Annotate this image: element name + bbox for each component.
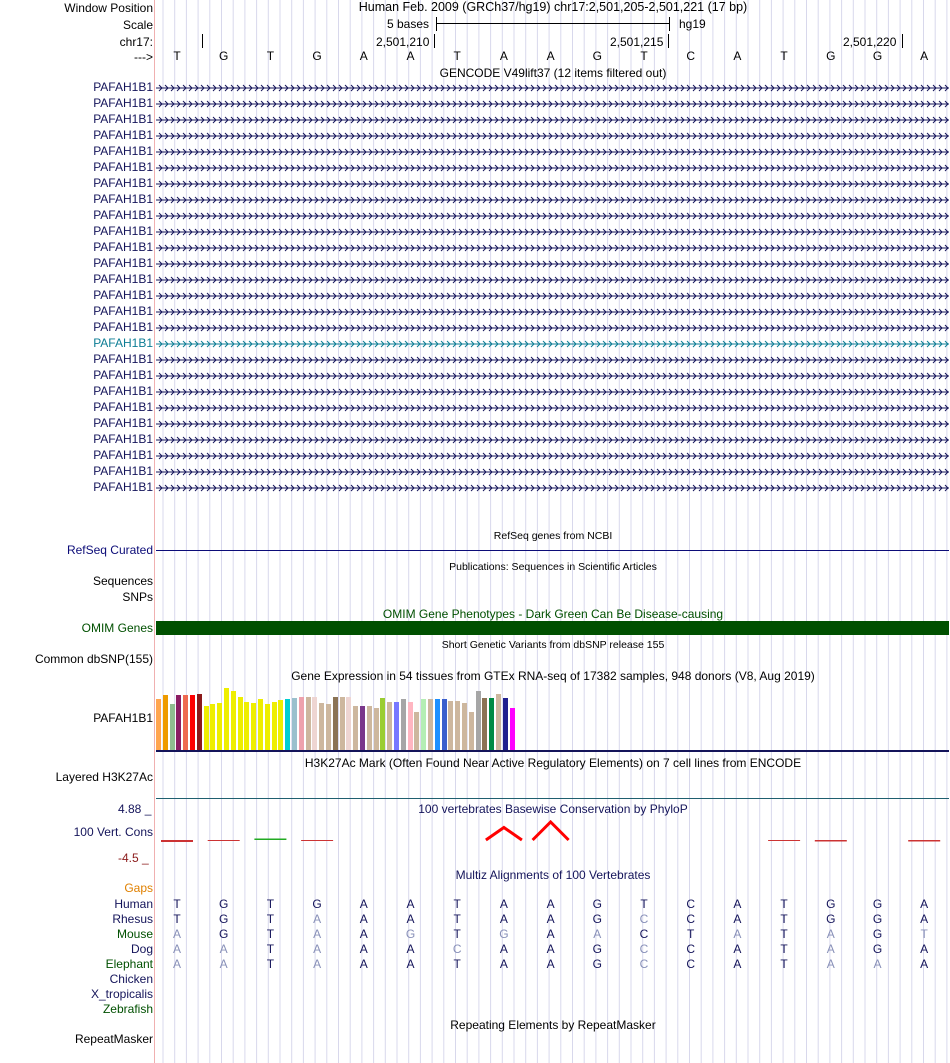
multiz-base: T bbox=[780, 897, 788, 911]
multiz-base: A bbox=[499, 897, 508, 911]
multiz-base: C bbox=[686, 897, 696, 911]
gtex-tissue-bar[interactable] bbox=[272, 702, 277, 750]
multiz-base: A bbox=[499, 942, 508, 956]
gencode-transcript-line[interactable] bbox=[156, 336, 949, 352]
multiz-base: T bbox=[266, 897, 275, 911]
strand-arrow-label[interactable]: ---> bbox=[134, 50, 153, 64]
phylop-negative-bar bbox=[161, 840, 193, 842]
gtex-tissue-bar[interactable] bbox=[244, 702, 249, 750]
h3k27ac-baseline bbox=[156, 798, 949, 799]
gencode-transcript-line[interactable] bbox=[156, 80, 949, 96]
gtex-expression-chart[interactable] bbox=[156, 685, 556, 750]
gtex-tissue-bar[interactable] bbox=[299, 697, 304, 750]
ruler-tick bbox=[202, 34, 203, 48]
sequence-base: G bbox=[312, 49, 322, 63]
gencode-gene-label[interactable]: PAFAH1B1 bbox=[93, 368, 153, 382]
gencode-transcript-line[interactable] bbox=[156, 464, 949, 480]
multiz-species-label[interactable]: Rhesus bbox=[112, 912, 153, 926]
ruler-tick-label: 2,501,220 bbox=[843, 35, 897, 49]
gtex-tissue-bar[interactable] bbox=[210, 704, 215, 750]
repeatmasker-label[interactable]: RepeatMasker bbox=[74, 1032, 153, 1046]
gtex-tissue-bar[interactable] bbox=[482, 698, 487, 750]
gtex-tissue-bar[interactable] bbox=[387, 702, 392, 750]
multiz-base: C bbox=[639, 957, 649, 971]
gencode-gene-label[interactable]: PAFAH1B1 bbox=[93, 208, 153, 222]
multiz-base: A bbox=[313, 957, 322, 971]
phylop-max-label: 4.88 _ bbox=[118, 802, 152, 816]
multiz-base: T bbox=[453, 912, 461, 926]
gtex-tissue-bar[interactable] bbox=[510, 708, 515, 750]
multiz-base: C bbox=[639, 927, 649, 941]
publications-sequences-label[interactable]: Sequences bbox=[92, 574, 153, 588]
gtex-baseline bbox=[156, 750, 949, 752]
gencode-gene-label[interactable]: PAFAH1B1 bbox=[93, 112, 153, 126]
gtex-tissue-bar[interactable] bbox=[197, 694, 202, 750]
gtex-tissue-bar[interactable] bbox=[170, 704, 175, 750]
gtex-tissue-bar[interactable] bbox=[428, 699, 433, 750]
gencode-transcript-line[interactable] bbox=[156, 384, 949, 400]
multiz-base: A bbox=[920, 942, 929, 956]
base-sequence-row bbox=[0, 49, 950, 63]
omim-gene-bar[interactable] bbox=[156, 621, 949, 635]
gencode-gene-label[interactable]: PAFAH1B1 bbox=[93, 448, 153, 462]
gtex-tissue-bar[interactable] bbox=[394, 702, 399, 750]
gtex-tissue-bar[interactable] bbox=[319, 703, 324, 750]
multiz-track-title[interactable]: Multiz Alignments of 100 Vertebrates bbox=[455, 868, 651, 882]
multiz-base: A bbox=[873, 957, 882, 971]
multiz-base: A bbox=[313, 912, 322, 926]
multiz-base: A bbox=[172, 927, 181, 941]
gtex-tissue-bar[interactable] bbox=[238, 697, 243, 750]
sequence-base: G bbox=[872, 49, 883, 63]
gencode-transcript-line[interactable] bbox=[156, 288, 949, 304]
multiz-base: G bbox=[872, 942, 883, 956]
gencode-gene-label[interactable]: PAFAH1B1 bbox=[93, 272, 153, 286]
multiz-base: C bbox=[686, 957, 696, 971]
gtex-tissue-bar[interactable] bbox=[204, 706, 209, 750]
gtex-tissue-bar[interactable] bbox=[408, 702, 413, 750]
multiz-species-label[interactable]: Mouse bbox=[116, 927, 153, 941]
gtex-gene-label[interactable]: PAFAH1B1 bbox=[93, 711, 153, 725]
gencode-transcript-line[interactable] bbox=[156, 448, 949, 464]
multiz-base: G bbox=[312, 897, 322, 911]
multiz-base: T bbox=[780, 912, 788, 926]
gtex-tissue-bar[interactable] bbox=[448, 701, 453, 750]
gtex-tissue-bar[interactable] bbox=[421, 699, 426, 750]
gencode-gene-label[interactable]: PAFAH1B1 bbox=[93, 144, 153, 158]
multiz-base: T bbox=[453, 927, 461, 941]
refseq-label[interactable]: RefSeq Curated bbox=[66, 543, 153, 557]
multiz-base: A bbox=[826, 942, 835, 956]
multiz-base: G bbox=[219, 927, 229, 941]
refseq-line[interactable] bbox=[156, 550, 949, 551]
sequence-base: G bbox=[592, 49, 602, 63]
gencode-gene-label[interactable]: PAFAH1B1 bbox=[93, 240, 153, 254]
multiz-base: T bbox=[780, 942, 788, 956]
gencode-transcript-line[interactable] bbox=[156, 368, 949, 384]
gtex-tissue-bar[interactable] bbox=[258, 699, 263, 750]
gencode-transcript-line[interactable] bbox=[156, 96, 949, 112]
multiz-base: A bbox=[219, 957, 228, 971]
ruler-tick-label: 2,501,215 bbox=[610, 35, 664, 49]
gencode-transcript-line[interactable] bbox=[156, 272, 949, 288]
multiz-base: G bbox=[499, 927, 509, 941]
multiz-base: A bbox=[359, 942, 368, 956]
gtex-tissue-bar[interactable] bbox=[435, 699, 440, 750]
label-column-separator bbox=[154, 0, 155, 1063]
multiz-species-label[interactable]: Dog bbox=[130, 942, 153, 956]
multiz-species-label[interactable]: X_tropicalis bbox=[90, 987, 153, 1001]
gencode-track-title[interactable]: GENCODE V49lift37 (12 items filtered out) bbox=[439, 66, 667, 80]
gtex-tissue-bar[interactable] bbox=[333, 697, 338, 750]
phylop-negative-bar bbox=[301, 840, 333, 841]
gtex-tissue-bar[interactable] bbox=[251, 703, 256, 750]
gtex-tissue-bar[interactable] bbox=[353, 706, 358, 750]
refseq-track-title[interactable]: RefSeq genes from NCBI bbox=[493, 530, 613, 542]
phylop-negative-bar bbox=[908, 840, 940, 842]
sequence-base: T bbox=[173, 49, 181, 63]
multiz-base: A bbox=[406, 942, 415, 956]
phylop-track-title[interactable]: 100 vertebrates Basewise Conservation by PhyloP bbox=[418, 802, 688, 816]
multiz-base: C bbox=[452, 942, 462, 956]
multiz-base: A bbox=[546, 957, 555, 971]
publications-snps-label[interactable]: SNPs bbox=[122, 590, 153, 604]
gtex-tissue-bar[interactable] bbox=[346, 697, 351, 750]
gencode-transcript-line[interactable] bbox=[156, 256, 949, 272]
gtex-tissue-bar[interactable] bbox=[360, 706, 365, 750]
gencode-transcript-line[interactable] bbox=[156, 144, 949, 160]
phylop-negative-bar bbox=[768, 840, 800, 841]
multiz-base: A bbox=[826, 957, 835, 971]
multiz-base: G bbox=[826, 897, 836, 911]
gencode-gene-label[interactable]: PAFAH1B1 bbox=[93, 96, 153, 110]
phylop-negative-bar bbox=[208, 840, 240, 841]
gencode-gene-label[interactable]: PAFAH1B1 bbox=[93, 384, 153, 398]
multiz-base: A bbox=[499, 912, 508, 926]
multiz-base: T bbox=[453, 957, 461, 971]
gencode-gene-label[interactable]: PAFAH1B1 bbox=[93, 224, 153, 238]
gencode-transcript-line[interactable] bbox=[156, 192, 949, 208]
gtex-tissue-bar[interactable] bbox=[306, 697, 311, 750]
gencode-transcript-line[interactable] bbox=[156, 352, 949, 368]
gencode-transcript-line[interactable] bbox=[156, 176, 949, 192]
sequence-base: A bbox=[733, 49, 742, 63]
gtex-tissue-bar[interactable] bbox=[489, 698, 494, 750]
multiz-base: T bbox=[640, 897, 648, 911]
gencode-transcript-line[interactable] bbox=[156, 240, 949, 256]
multiz-base: T bbox=[266, 957, 275, 971]
gtex-track-title[interactable]: Gene Expression in 54 tissues from GTEx RNA-seq of 17382 samples, 948 donors (V8, Aug 2019) bbox=[291, 669, 815, 683]
sequence-base: T bbox=[640, 49, 648, 63]
gtex-tissue-bar[interactable] bbox=[190, 695, 195, 750]
multiz-species-label[interactable]: Human bbox=[114, 897, 153, 911]
multiz-base: A bbox=[920, 957, 929, 971]
sequence-base: A bbox=[920, 49, 929, 63]
multiz-base: A bbox=[359, 927, 368, 941]
gtex-tissue-bar[interactable] bbox=[217, 703, 222, 750]
multiz-base: T bbox=[266, 942, 275, 956]
gtex-tissue-bar[interactable] bbox=[183, 695, 188, 750]
multiz-base: A bbox=[546, 927, 555, 941]
multiz-base: T bbox=[173, 897, 181, 911]
multiz-base: A bbox=[406, 957, 415, 971]
phylop-peak bbox=[486, 828, 522, 841]
multiz-base: A bbox=[406, 912, 415, 926]
multiz-species-label[interactable]: Zebrafish bbox=[102, 1002, 153, 1016]
multiz-base: T bbox=[920, 927, 928, 941]
multiz-base: A bbox=[733, 897, 742, 911]
multiz-base: A bbox=[359, 957, 368, 971]
multiz-base: G bbox=[405, 927, 416, 941]
gencode-gene-label[interactable]: PAFAH1B1 bbox=[93, 128, 153, 142]
ruler-tick-label: 2,501,210 bbox=[376, 35, 430, 49]
gencode-gene-label[interactable]: PAFAH1B1 bbox=[93, 256, 153, 270]
gtex-tissue-bar[interactable] bbox=[503, 698, 508, 750]
gencode-transcript-line[interactable] bbox=[156, 400, 949, 416]
gtex-tissue-bar[interactable] bbox=[455, 701, 460, 750]
multiz-base: A bbox=[499, 957, 508, 971]
multiz-base: C bbox=[639, 912, 649, 926]
gtex-tissue-bar[interactable] bbox=[278, 700, 283, 750]
gencode-gene-label[interactable]: PAFAH1B1 bbox=[93, 400, 153, 414]
ruler-tick bbox=[434, 34, 435, 48]
gtex-tissue-bar[interactable] bbox=[374, 708, 379, 750]
multiz-base: A bbox=[172, 942, 181, 956]
sequence-base: A bbox=[499, 49, 508, 63]
phylop-label[interactable]: 100 Vert. Cons bbox=[73, 825, 153, 839]
multiz-base: A bbox=[313, 942, 322, 956]
gtex-tissue-bar[interactable] bbox=[265, 704, 270, 750]
gtex-tissue-bar[interactable] bbox=[224, 688, 229, 750]
gencode-gene-label[interactable]: PAFAH1B1 bbox=[93, 432, 153, 446]
gtex-tissue-bar[interactable] bbox=[414, 712, 419, 750]
multiz-base: G bbox=[872, 912, 883, 926]
repeatmasker-track-title[interactable]: Repeating Elements by RepeatMasker bbox=[450, 1018, 656, 1032]
multiz-base: G bbox=[872, 927, 883, 941]
multiz-base: A bbox=[359, 897, 368, 911]
phylop-negative-bar bbox=[815, 840, 847, 842]
gtex-tissue-bar[interactable] bbox=[312, 697, 317, 750]
sequence-base: T bbox=[453, 49, 461, 63]
phylop-min-label: -4.5 _ bbox=[118, 851, 149, 865]
gtex-tissue-bar[interactable] bbox=[496, 694, 501, 750]
multiz-base: T bbox=[780, 927, 788, 941]
dbsnp-track-title[interactable]: Short Genetic Variants from dbSNP release 155 bbox=[441, 639, 665, 651]
gencode-transcript-line[interactable] bbox=[156, 432, 949, 448]
multiz-base: A bbox=[920, 897, 929, 911]
scale-label: Scale bbox=[122, 18, 153, 32]
multiz-base: G bbox=[826, 912, 836, 926]
multiz-base: C bbox=[686, 942, 696, 956]
sequence-base: G bbox=[826, 49, 836, 63]
gencode-gene-label[interactable]: PAFAH1B1 bbox=[93, 288, 153, 302]
gtex-tissue-bar[interactable] bbox=[156, 699, 161, 750]
sequence-base: A bbox=[359, 49, 368, 63]
gencode-gene-label[interactable]: PAFAH1B1 bbox=[93, 320, 153, 334]
gtex-tissue-bar[interactable] bbox=[326, 704, 331, 750]
multiz-gaps-label[interactable]: Gaps bbox=[124, 881, 153, 895]
gencode-transcript-line[interactable] bbox=[156, 416, 949, 432]
assembly-position-text: Human Feb. 2009 (GRCh37/hg19) chr17:2,501,205-2,501,221 (17 bp) bbox=[358, 0, 748, 14]
gtex-tissue-bar[interactable] bbox=[476, 691, 481, 750]
scale-bar-text: 5 bases bbox=[387, 17, 430, 31]
multiz-base: G bbox=[592, 942, 602, 956]
gencode-transcript-line[interactable] bbox=[156, 208, 949, 224]
multiz-base: T bbox=[173, 912, 181, 926]
ruler-tick bbox=[902, 34, 903, 48]
multiz-base: G bbox=[219, 912, 229, 926]
h3k27ac-label[interactable]: Layered H3K27Ac bbox=[55, 770, 153, 784]
multiz-base: A bbox=[546, 912, 555, 926]
multiz-base: A bbox=[733, 942, 742, 956]
gencode-gene-label[interactable]: PAFAH1B1 bbox=[93, 192, 153, 206]
multiz-base: C bbox=[639, 942, 649, 956]
multiz-base: A bbox=[406, 897, 415, 911]
gencode-gene-label[interactable]: PAFAH1B1 bbox=[93, 352, 153, 366]
gtex-tissue-bar[interactable] bbox=[231, 691, 236, 750]
sequence-base: T bbox=[266, 49, 275, 63]
gencode-gene-label[interactable]: PAFAH1B1 bbox=[93, 336, 153, 350]
ruler-tick bbox=[668, 34, 669, 48]
gtex-tissue-bar[interactable] bbox=[462, 703, 467, 750]
gencode-gene-label[interactable]: PAFAH1B1 bbox=[93, 160, 153, 174]
gtex-tissue-bar[interactable] bbox=[340, 697, 345, 750]
gtex-tissue-bar[interactable] bbox=[469, 712, 474, 750]
multiz-base: T bbox=[687, 927, 695, 941]
phylop-peak bbox=[533, 822, 569, 840]
phylop-wiggle[interactable] bbox=[156, 820, 950, 860]
multiz-base: G bbox=[219, 897, 229, 911]
gtex-tissue-bar[interactable] bbox=[442, 699, 447, 750]
multiz-base: A bbox=[313, 927, 322, 941]
multiz-base: A bbox=[359, 912, 368, 926]
multiz-base: A bbox=[733, 912, 742, 926]
omim-label[interactable]: OMIM Genes bbox=[81, 621, 153, 635]
gtex-tissue-bar[interactable] bbox=[285, 699, 290, 750]
gencode-gene-label[interactable]: PAFAH1B1 bbox=[93, 416, 153, 430]
multiz-base: T bbox=[266, 927, 275, 941]
gtex-tissue-bar[interactable] bbox=[176, 695, 181, 750]
multiz-species-label[interactable]: Chicken bbox=[109, 972, 153, 986]
scale-bar bbox=[436, 17, 670, 31]
multiz-base: A bbox=[826, 927, 835, 941]
h3k27ac-track-title[interactable]: H3K27Ac Mark (Often Found Near Active Regulatory Elements) on 7 cell lines from ENCODE bbox=[304, 756, 802, 770]
multiz-base: G bbox=[592, 897, 602, 911]
multiz-base: A bbox=[219, 942, 228, 956]
multiz-base: G bbox=[592, 912, 602, 926]
multiz-base: A bbox=[546, 897, 555, 911]
sequence-base: A bbox=[406, 49, 415, 63]
gencode-gene-label[interactable]: PAFAH1B1 bbox=[93, 464, 153, 478]
sequence-base: A bbox=[546, 49, 555, 63]
gtex-tissue-bar[interactable] bbox=[163, 695, 168, 750]
gtex-tissue-bar[interactable] bbox=[380, 698, 385, 750]
gencode-transcript-line[interactable] bbox=[156, 480, 949, 496]
window-position-label: Window Position bbox=[64, 1, 153, 15]
gencode-gene-label[interactable]: PAFAH1B1 bbox=[93, 80, 153, 94]
multiz-base: A bbox=[733, 957, 742, 971]
multiz-base: A bbox=[172, 957, 181, 971]
gencode-gene-label[interactable]: PAFAH1B1 bbox=[93, 304, 153, 318]
gencode-gene-label[interactable]: PAFAH1B1 bbox=[93, 176, 153, 190]
scale-bar-db: hg19 bbox=[679, 17, 706, 31]
multiz-species-label[interactable]: Elephant bbox=[105, 957, 153, 971]
multiz-base: A bbox=[593, 927, 602, 941]
gencode-transcript-line[interactable] bbox=[156, 128, 949, 144]
publications-track-title[interactable]: Publications: Sequences in Scientific Articles bbox=[449, 561, 657, 573]
gencode-transcript-line[interactable] bbox=[156, 320, 949, 336]
gencode-transcript-line[interactable] bbox=[156, 304, 949, 320]
gencode-gene-label[interactable]: PAFAH1B1 bbox=[93, 480, 153, 494]
multiz-base: T bbox=[780, 957, 788, 971]
omim-track-title[interactable]: OMIM Gene Phenotypes - Dark Green Can Be Disease-causing bbox=[382, 607, 724, 621]
chr-label: chr17: bbox=[119, 35, 153, 49]
multiz-base: G bbox=[872, 897, 883, 911]
gencode-transcript-line[interactable] bbox=[156, 160, 949, 176]
sequence-base: T bbox=[780, 49, 788, 63]
multiz-base: A bbox=[733, 927, 742, 941]
multiz-base: A bbox=[920, 912, 929, 926]
multiz-base: A bbox=[546, 942, 555, 956]
sequence-base: C bbox=[686, 49, 696, 63]
multiz-base: T bbox=[266, 912, 275, 926]
sequence-base: G bbox=[219, 49, 229, 63]
gtex-tissue-bar[interactable] bbox=[401, 699, 406, 750]
multiz-base: C bbox=[686, 912, 696, 926]
phylop-positive-bar bbox=[254, 839, 286, 841]
gencode-transcript-line[interactable] bbox=[156, 112, 949, 128]
gencode-transcript-line[interactable] bbox=[156, 224, 949, 240]
gtex-tissue-bar[interactable] bbox=[292, 698, 297, 750]
multiz-base: T bbox=[453, 897, 461, 911]
gtex-tissue-bar[interactable] bbox=[367, 706, 372, 750]
dbsnp-label[interactable]: Common dbSNP(155) bbox=[34, 652, 153, 666]
multiz-base: G bbox=[592, 957, 602, 971]
